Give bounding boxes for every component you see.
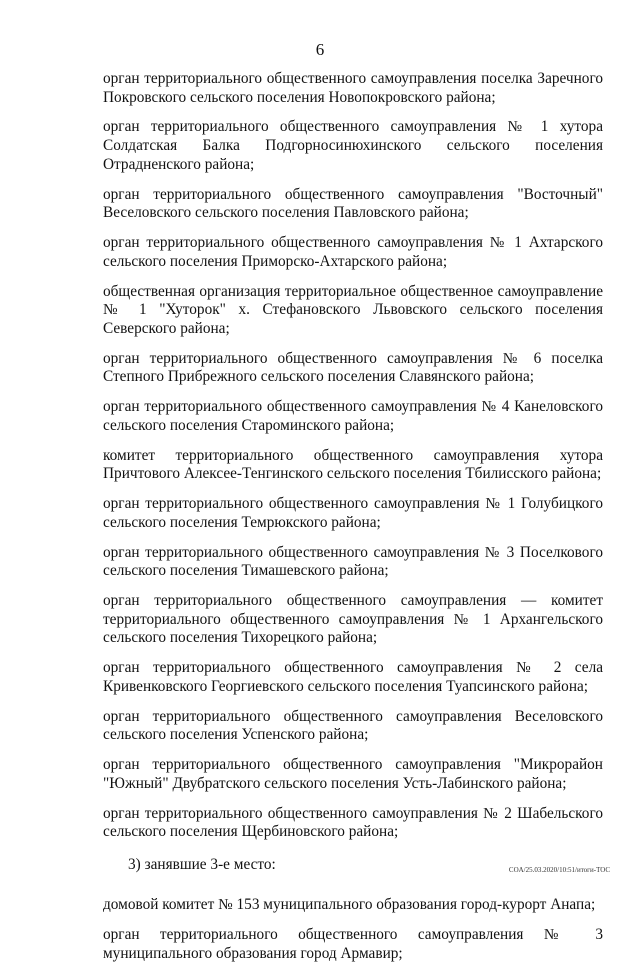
list-item: орган территориального общественного самоуправления № 1 Ахтарского сельского поселения Приморско-Ахтарского района;	[103, 234, 603, 270]
list-item: орган территориального общественного самоуправления № 4 Канеловского сельского поселения Староминского района;	[103, 398, 603, 434]
list-item: орган территориального общественного самоуправления Веселовского сельского поселения Успенского района;	[103, 707, 603, 744]
list-item: домовой комитет № 153 муниципального образования город-курорт Анапа;	[103, 896, 596, 914]
list-item: орган территориального общественного самоуправления № 1 хутора Солдатская Балка Подгорносинюхинского сельского поселения Отрадненского района;	[103, 118, 603, 173]
section-heading: 3) занявшие 3-е место:	[128, 855, 276, 873]
list-item: орган территориального общественного самоуправления № 2 села Кривенковского Георгиевского сельского поселения Туапсинского района;	[103, 659, 603, 695]
list-item: орган территориального общественного самоуправления № 3 муниципального образования город Армавир;	[103, 926, 603, 962]
list-item: орган территориального общественного самоуправления № 1 Голубицкого сельского поселения Темрюкского района;	[103, 495, 603, 531]
document-body	[103, 70, 603, 975]
list-item: орган территориального общественного самоуправления № 3 Поселкового сельского поселения Тимашевского района;	[103, 543, 603, 580]
list-item: общественная организация территориальное общественное самоуправление № 1 "Хуторок" х. Стефановского Львовского сельского поселения Северского района;	[103, 282, 603, 337]
list-item: орган территориального общественного самоуправления № 2 Шабельского сельского поселения Щербиновского района;	[103, 804, 603, 841]
document-footer-code: COA/25.03.2020/10:51/итоги-TOC	[508, 866, 610, 874]
page-number: 6	[315, 40, 325, 59]
list-item: комитет территориального общественного самоуправления хутора Причтового Алексее-Тенгинского сельского поселения Тбилисского района;	[103, 446, 603, 483]
list-item: орган территориального общественного самоуправления "Микрорайон "Южный" Двубратского сельского поселения Усть-Лабинского района;	[103, 756, 603, 792]
list-item: орган территориального общественного самоуправления "Восточный" Веселовского сельского поселения Павловского района;	[103, 185, 603, 222]
list-item: орган территориального общественного самоуправления — комитет территориального общественного самоуправления № 1 Архангельского сельского поселения Тихорецкого района;	[103, 592, 603, 647]
list-item: орган территориального общественного самоуправления № 6 поселка Степного Прибрежного сельского поселения Славянского района;	[103, 349, 603, 386]
list-item: орган территориального общественного самоуправления поселка Заречного Покровского сельского поселения Новопокровского района;	[103, 70, 603, 106]
